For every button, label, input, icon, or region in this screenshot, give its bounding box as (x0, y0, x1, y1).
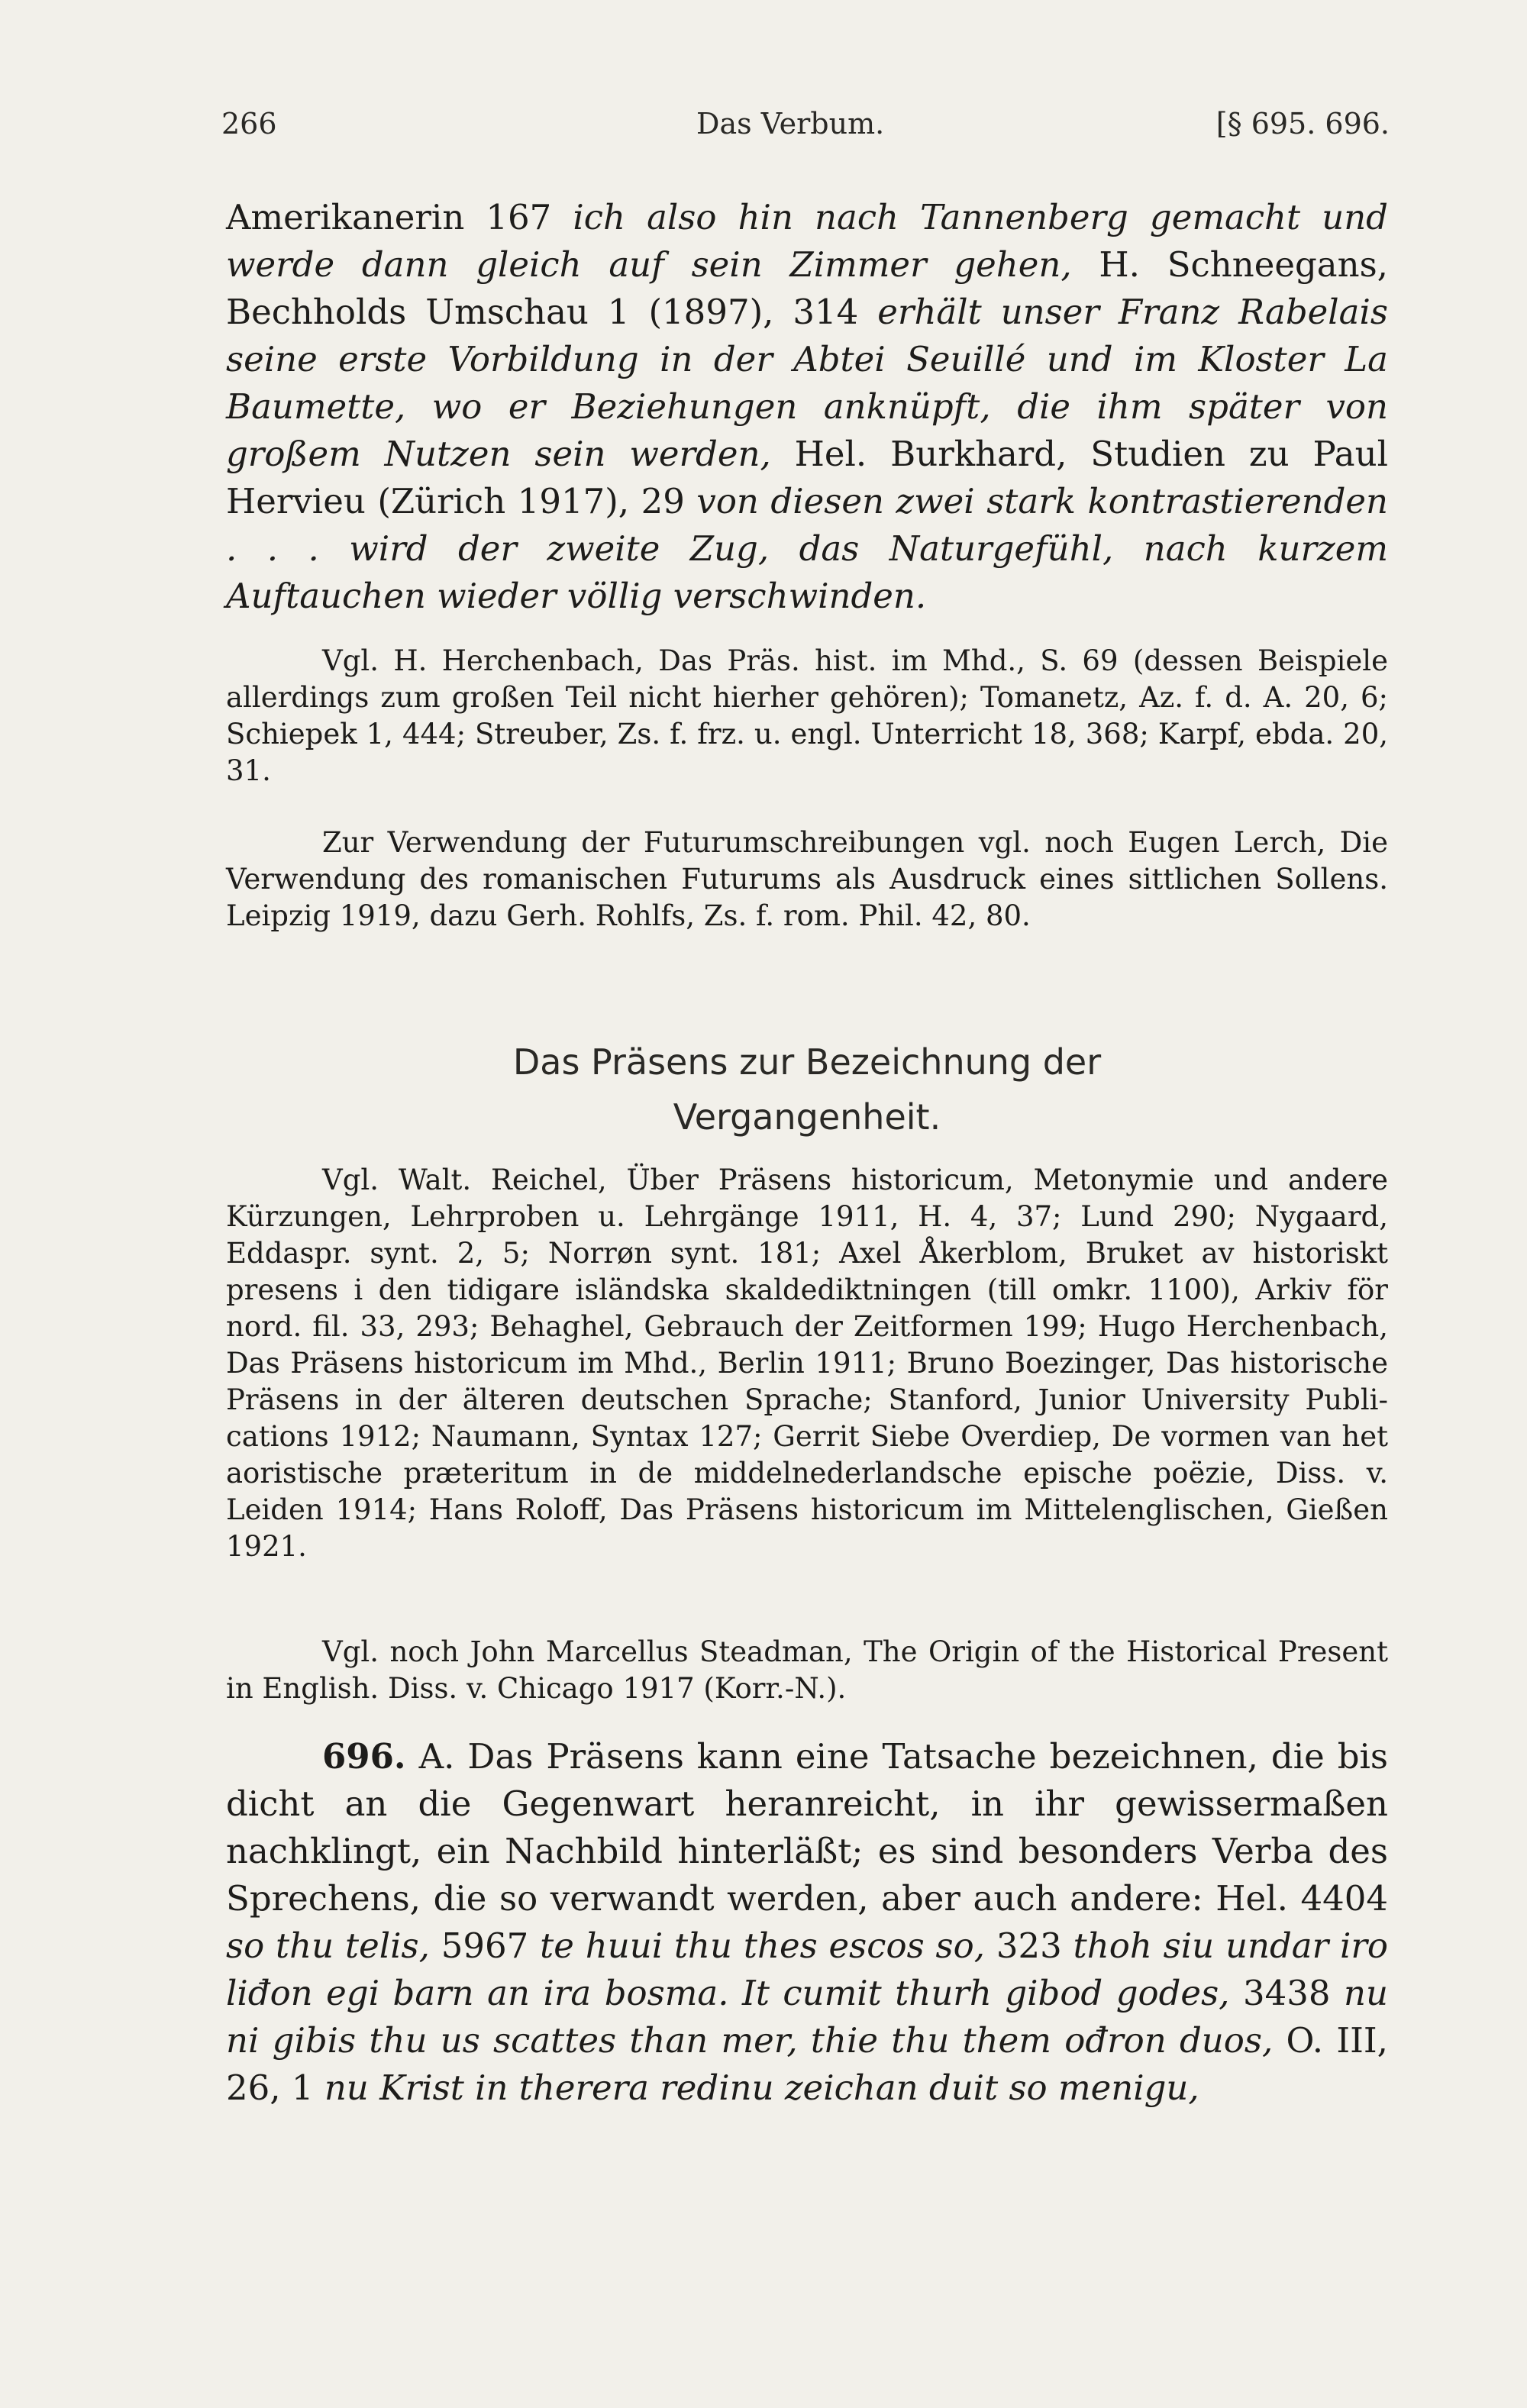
text-run-italic: te huui thu thes escos so, (540, 1925, 986, 1966)
text-run-italic: nu ni gibis thu us scattes than mer, thie thu them ođron duos, (226, 1973, 1388, 2061)
paragraph-bibliography (226, 1162, 1388, 1565)
text-run-italic: ich also hin nach Tannenberg gemacht und werde dann gleich auf sein Zimmer gehen, (226, 197, 1388, 285)
running-header (221, 107, 1390, 153)
text-run-italic: thoh siu undar iro liđon egi barn an ira bosma. It cumit thurh gibod godes, (226, 1925, 1389, 2013)
paragraph-references-2 (226, 825, 1388, 934)
text-run-italic: von diesen zwei stark kontrastierenden . . . wird der zweite Zug, das Naturgefühl, nach kurzem Auftauchen wieder völlig verschwinden. (226, 481, 1388, 616)
text-run: 3438 (1229, 1973, 1345, 2013)
paragraph-number: 696. (322, 1736, 406, 1777)
paragraph-references-1 (226, 643, 1388, 789)
page-number: 266 (221, 107, 277, 140)
running-title: Das Verbum. (696, 107, 885, 140)
text-run: Hel. Burkhard, Studien zu Paul Hervieu (Zürich 1917), 29 (226, 434, 1388, 521)
paragraph-bibliography-note (226, 1634, 1388, 1707)
section-reference: [§ 695. 696. (1215, 107, 1390, 140)
paragraph-696 (226, 1733, 1388, 2112)
text-run: 5967 (429, 1925, 541, 1966)
text-run: Vgl. noch John Marcellus Steadman, The Origin of the Historical Present in English. Diss. v. Chicago 1917 (Korr.-N.). (226, 1635, 1388, 1705)
text-run-italic: nu Krist in therera redinu zeichan duit so menigu, (324, 2067, 1199, 2108)
text-run: Amerikanerin 167 (226, 197, 573, 237)
text-run: Vgl. Walt. Reichel, Über Präsens historicum, Metonymie und andere Kürzungen, Lehrproben u. Lehrgänge 1911, H. 4, 37; Lund 290; Nygaard, Eddaspr. synt. 2, 5; Norrøn synt. 181; Axel Åkerblom, Bruket av historiskt presens i den tidigare isländska skaldediktningen (till omkr. 1100), Arkiv för nord. fil. 33, 293; Behaghel, Gebrauch der Zeitformen 199; Hugo Herchenbach, Das Präsens historicum im Mhd., Berlin 1911; Bruno Boezinger, Das historische Präsens in der älteren deutschen Sprache; Stanford, Junior University Publications 1912; Naumann, Syntax 127; Gerrit Siebe Overdiep, De vormen van het aoristische præteritum in de middelnederlandsche epische poëzie, Diss. v. Leiden 1914; Hans Roloff, Das Präsens historicum im Mittelenglischen, Gießen 1921. (226, 1164, 1388, 1563)
heading-line-1: Das Präsens zur Bezeichnung der (512, 1041, 1102, 1083)
section-heading (226, 1035, 1388, 1144)
text-run: Vgl. H. Herchenbach, Das Präs. hist. im Mhd., S. 69 (dessen Beispiele allerdings zum großen Teil nicht hierher gehören); Tomanetz, Az. f. d. A. 20, 6; Schiepek 1, 444; Streuber, Zs. f. frz. u. engl. Unterricht 18, 368; Karpf, ebda. 20, 31. (226, 644, 1388, 787)
text-run: A. Das Präsens kann eine Tatsache bezeichnen, die bis dicht an die Gegenwart heranreicht, in ihr gewissermaßen nachklingt, ein Nachbild hinterläßt; es sind besonders Verba des Sprechens, die so verwandt werden, aber auch andere: Hel. 4404 (226, 1736, 1388, 1919)
text-run: Zur Verwendung der Futurumschreibungen vgl. noch Eugen Lerch, Die Verwendung des romanischen Futurums als Ausdruck eines sittlichen Sollens. Leipzig 1919, dazu Gerh. Rohlfs, Zs. f. rom. Phil. 42, 80. (226, 826, 1388, 932)
text-run-italic: so thu telis, (226, 1925, 430, 1966)
text-run: 323 (985, 1925, 1073, 1966)
heading-line-2: Vergangenheit. (673, 1096, 941, 1138)
text-run: H. Schneegans, Bechholds Umschau 1 (1897), 314 (226, 244, 1388, 332)
text-run: O. III, 26, 1 (226, 2020, 1388, 2108)
text-run-italic: erhält unser Franz Rabelais seine erste Vorbildung in der Abtei Seuillé und im Kloster La Baumette, wo er Beziehungen anknüpft, die ihm später von großem Nutzen sein werden, (226, 292, 1388, 474)
paragraph-examples (226, 194, 1388, 620)
